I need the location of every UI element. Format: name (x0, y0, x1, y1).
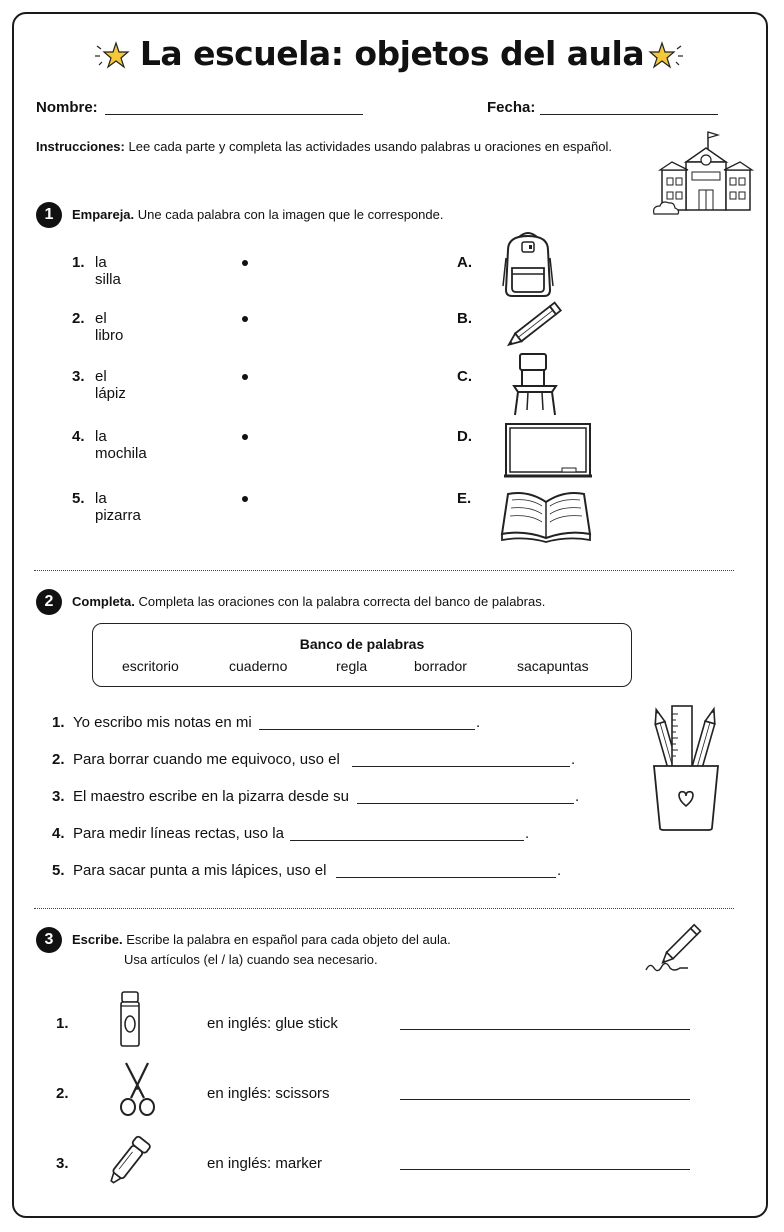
sentence-text: El maestro escribe en la pizarra desde su (73, 788, 349, 805)
instructions-text: Lee cada parte y completa las actividades usando palabras u oraciones en español. (128, 139, 612, 154)
sentence-blank[interactable] (290, 840, 524, 841)
instructions-label: Instrucciones: (36, 139, 125, 154)
write-item-english: en inglés: glue stick (207, 1015, 338, 1032)
match-letter: E. (457, 490, 472, 507)
section-3-heading (72, 932, 451, 947)
word-bank-word: cuaderno (229, 658, 288, 674)
section-1-number: 1 (36, 202, 62, 228)
section-3-number: 3 (36, 927, 62, 953)
sentence-period: . (476, 714, 481, 731)
match-number: 3. (72, 368, 85, 385)
sentence-number: 1. (52, 714, 65, 731)
write-item-number: 3. (56, 1155, 69, 1172)
write-item-number: 2. (56, 1085, 69, 1102)
match-word: la silla (95, 254, 121, 288)
glue-stick-icon (118, 990, 144, 1050)
match-dot-left[interactable] (242, 316, 248, 322)
page-title: La escuela: objetos del aula (139, 34, 645, 73)
sentence-text: Para sacar punta a mis lápices, uso el (73, 862, 327, 879)
section-divider (34, 908, 734, 909)
name-label: Nombre: (36, 99, 98, 116)
sentence-period: . (557, 862, 562, 879)
sentence-period: . (571, 751, 576, 768)
match-letter: A. (457, 254, 472, 271)
sentence-number: 3. (52, 788, 65, 805)
section-2-text: Completa las oraciones con la palabra correcta del banco de palabras. (138, 594, 546, 609)
match-dot-left[interactable] (242, 496, 248, 502)
word-bank-word: sacapuntas (517, 658, 589, 674)
word-bank-word: regla (336, 658, 368, 674)
match-number: 1. (72, 254, 85, 271)
chalkboard-icon (504, 422, 592, 480)
match-number: 2. (72, 310, 85, 327)
scissors-icon (116, 1060, 160, 1120)
section-3-text-2: Usa artículos (el / la) cuando sea necesario. (124, 952, 378, 967)
instructions (36, 139, 676, 154)
chair-icon (510, 352, 562, 418)
name-field[interactable] (105, 114, 363, 115)
school-building-icon (652, 128, 750, 218)
section-1-title: Empareja. (72, 207, 135, 222)
section-1-text: Une cada palabra con la imagen que le corresponde. (137, 207, 444, 222)
word-bank (92, 623, 632, 687)
write-item-answer[interactable] (400, 1099, 690, 1100)
star-right-icon (648, 40, 684, 72)
match-number: 4. (72, 428, 85, 445)
write-item-english: en inglés: marker (207, 1155, 323, 1172)
write-item-number: 1. (56, 1015, 69, 1032)
sentence-number: 2. (52, 751, 65, 768)
pencil-cup-icon (646, 700, 726, 832)
write-item-answer[interactable] (400, 1169, 690, 1170)
section-2-title: Completa. (72, 594, 135, 609)
sentence-blank[interactable] (352, 766, 570, 767)
section-divider (34, 570, 734, 571)
open-book-icon (500, 488, 592, 542)
word-bank-word: borrador (414, 658, 467, 674)
sentence-blank[interactable] (357, 803, 574, 804)
backpack-icon (502, 228, 554, 298)
sentence-period: . (575, 788, 580, 805)
sentence-number: 4. (52, 825, 65, 842)
sentence-blank[interactable] (336, 877, 556, 878)
match-word: el lápiz (95, 368, 126, 402)
match-word: el libro (95, 310, 124, 344)
word-bank-word: escritorio (122, 658, 179, 674)
writing-pencil-icon (644, 926, 704, 976)
section-3-title: Escribe. (72, 932, 123, 947)
section-3-text: Escribe la palabra en español para cada objeto del aula. (126, 932, 451, 947)
section-2-heading (72, 594, 545, 609)
match-word: la pizarra (95, 490, 141, 524)
match-dot-left[interactable] (242, 434, 248, 440)
match-letter: C. (457, 368, 472, 385)
match-word: la mochila (95, 428, 147, 462)
pencil-icon (506, 300, 568, 348)
sentence-number: 5. (52, 862, 65, 879)
match-letter: D. (457, 428, 472, 445)
write-item-answer[interactable] (400, 1029, 690, 1030)
sentence-period: . (525, 825, 530, 842)
section-1-heading (72, 207, 443, 222)
word-bank-title: Banco de palabras (299, 636, 425, 652)
section-2-number: 2 (36, 589, 62, 615)
match-number: 5. (72, 490, 85, 507)
date-field[interactable] (540, 114, 718, 115)
match-letter: B. (457, 310, 472, 327)
match-dot-left[interactable] (242, 374, 248, 380)
sentence-blank[interactable] (259, 729, 475, 730)
sentence-text: Para borrar cuando me equivoco, uso el (73, 751, 340, 768)
sentence-text: Para medir líneas rectas, uso la (73, 825, 284, 842)
date-label: Fecha: (487, 99, 536, 116)
match-dot-left[interactable] (242, 260, 248, 266)
sentence-text: Yo escribo mis notas en mi (73, 714, 252, 731)
write-item-english: en inglés: scissors (207, 1085, 330, 1102)
marker-icon (104, 1130, 156, 1190)
